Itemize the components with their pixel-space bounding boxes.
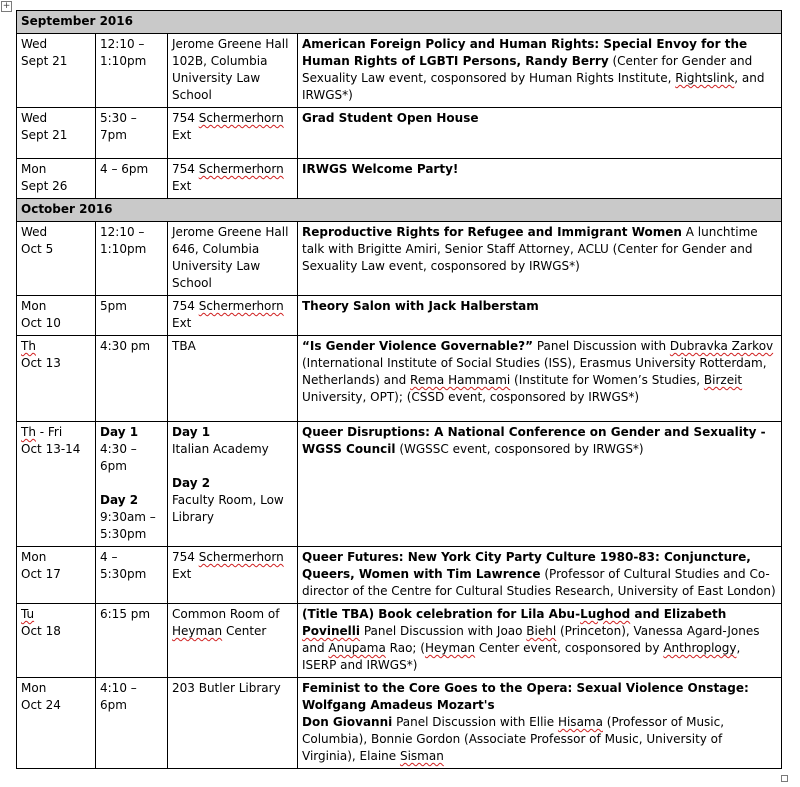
location-cell (168, 108, 298, 159)
event-date: Oct 10 (21, 316, 61, 330)
event-date: Sept 21 (21, 128, 68, 142)
date-cell (17, 296, 96, 336)
spelling-flagged-word: Dubravka Zarkov (669, 339, 774, 353)
event-detail: Panel Discussion with Joao (360, 624, 527, 638)
event-detail: (Princeton), Vanessa Agard-Jones and (302, 624, 760, 655)
time-cell: 12:10 – 1:10pm (96, 222, 168, 296)
event-cell (298, 222, 782, 296)
event-day: Wed (21, 37, 48, 51)
event-detail: Rao; ( (385, 641, 425, 655)
event-date: Oct 13-14 (21, 442, 81, 456)
table-row (17, 678, 782, 769)
event-cell (298, 604, 782, 678)
table-row (17, 604, 782, 678)
location-cell: Jerome Greene Hall 102B, Columbia University Law School (168, 34, 298, 108)
event-day: Mon (21, 162, 47, 176)
table-resize-handle[interactable] (781, 775, 788, 782)
spelling-flagged-word: Schermerhorn (198, 550, 284, 564)
time-cell: 12:10 – 1:10pm (96, 34, 168, 108)
date-cell (17, 108, 96, 159)
day-heading: Day 2 (172, 476, 211, 490)
event-title: Theory Salon with Jack Halberstam (302, 299, 539, 313)
table-row (17, 159, 782, 199)
event-detail: (WGSSC event, cosponsored by IRWGS*) (395, 442, 644, 456)
location-text: 754 (172, 550, 199, 564)
event-title: Reproductive Rights for Refugee and Immigrant Women (302, 225, 682, 239)
event-day: Th (21, 339, 36, 353)
location-text: Ext (172, 179, 192, 193)
event-detail: (International Institute of Social Studies (ISS), Erasmus University Rotterdam, Netherlands) and (302, 356, 767, 387)
event-detail: University, OPT); (CSSD event, cosponsored by IRWGS*) (302, 390, 640, 404)
spelling-flagged-word: Schermerhorn (198, 111, 284, 125)
date-cell (17, 678, 96, 769)
event-title: Feminist to the Core Goes to the Opera: Sexual Violence Onstage: Wolfgang Amadeus Mozart's (302, 681, 749, 712)
event-title: American Foreign Policy and Human Rights: Special Envoy for the Human Rights of LGBTI Persons, Randy Berry (302, 37, 748, 68)
time-cell: 4 – 5:30pm (96, 547, 168, 604)
location-text: Ext (172, 567, 192, 581)
event-day: Mon (21, 681, 47, 695)
table-row (17, 108, 782, 159)
event-cell (298, 422, 782, 547)
table-row (17, 547, 782, 604)
event-date: Oct 24 (21, 698, 61, 712)
event-day: Th (21, 425, 36, 439)
location-text: 754 (172, 162, 199, 176)
time-cell: 5:30 – 7pm (96, 108, 168, 159)
table-row (17, 336, 782, 422)
spelling-flagged-word: Povinelli (302, 624, 360, 638)
spelling-flagged-word: Rightslink (675, 71, 735, 85)
event-day: - Fri (35, 425, 63, 439)
location-text: 754 (172, 111, 199, 125)
event-title: Queer Disruptions: A National Conference on Gender and Sexuality - WGSS Council (302, 425, 766, 456)
event-date: Sept 26 (21, 179, 68, 193)
event-detail: Panel Discussion with (533, 339, 670, 353)
date-cell (17, 336, 96, 422)
time-text: 9:30am – 5:30pm (100, 510, 156, 541)
time-cell: 5pm (96, 296, 168, 336)
title-text: (Title TBA) Book celebration for Lila Abu- (302, 607, 581, 621)
event-detail: (Center for Gender and Sexuality Law event, cosponsored by Human Rights Institute, (302, 54, 753, 85)
table-row (17, 422, 782, 547)
date-cell (17, 547, 96, 604)
event-detail: Center event, cosponsored by (475, 641, 664, 655)
table-row (17, 34, 782, 108)
event-cell (298, 108, 782, 159)
event-title: IRWGS Welcome Party! (302, 162, 459, 176)
title-text: and Elizabeth (630, 607, 727, 621)
event-day: Tu (21, 607, 35, 621)
event-date: Oct 5 (21, 242, 54, 256)
location-cell: Jerome Greene Hall 646, Columbia University Law School (168, 222, 298, 296)
month-header-row (17, 199, 782, 222)
event-cell (298, 547, 782, 604)
table-row (17, 222, 782, 296)
event-title: Queer Futures: New York City Party Culture 1980-83: Conjuncture, Queers, Women with Tim Lawrence (302, 550, 751, 581)
date-cell (17, 34, 96, 108)
event-detail: (Professor of Music, Columbia), Bonnie Gordon (Associate Professor of Music, University of Virginia), Elaine (302, 715, 725, 763)
event-date: Sept 21 (21, 54, 68, 68)
event-detail: (Institute for Women’s Studies, (510, 373, 704, 387)
event-date: Oct 13 (21, 356, 61, 370)
event-detail: (Professor of Cultural Studies and Co-director of the Centre for Cultural Studies Research, University of East London) (302, 567, 776, 598)
location-text: Center (222, 624, 267, 638)
spelling-flagged-word: Anupama (328, 641, 386, 655)
location-cell: 203 Butler Library (168, 678, 298, 769)
location-cell: TBA (168, 336, 298, 422)
time-cell (96, 422, 168, 547)
spelling-flagged-word: Schermerhorn (198, 162, 284, 176)
date-cell (17, 222, 96, 296)
month-header-row (17, 11, 782, 34)
event-title: Grad Student Open House (302, 111, 479, 125)
table-move-handle[interactable]: + (2, 1, 11, 11)
spelling-flagged-word: Sisman (399, 749, 444, 763)
location-text: Common Room of (172, 607, 280, 621)
event-cell (298, 159, 782, 199)
events-calendar-table (16, 10, 782, 769)
spelling-flagged-word: Hisama (557, 715, 603, 729)
date-cell (17, 159, 96, 199)
time-cell: 4:10 – 6pm (96, 678, 168, 769)
day-heading: Day 2 (100, 493, 139, 507)
spelling-flagged-word: Biehl (526, 624, 557, 638)
event-date: Oct 18 (21, 624, 61, 638)
spelling-flagged-word: Lughod (580, 607, 631, 621)
location-text: Faculty Room, Low Library (172, 493, 284, 524)
event-day: Wed (21, 111, 48, 125)
location-text: 754 (172, 299, 199, 313)
event-date: Oct 17 (21, 567, 61, 581)
month-heading: October 2016 (17, 199, 782, 222)
event-cell (298, 678, 782, 769)
date-cell (17, 422, 96, 547)
event-day: Mon (21, 299, 47, 313)
event-day: Wed (21, 225, 48, 239)
time-cell: 4:30 pm (96, 336, 168, 422)
location-cell (168, 547, 298, 604)
spelling-flagged-word: Birzeit (703, 373, 743, 387)
location-cell (168, 159, 298, 199)
location-cell (168, 296, 298, 336)
event-cell (298, 336, 782, 422)
day-heading: Day 1 (172, 425, 211, 439)
time-text: 4:30 – 6pm (100, 442, 137, 473)
event-day: Mon (21, 550, 47, 564)
location-text: Ext (172, 128, 192, 142)
location-text: Italian Academy (172, 442, 269, 456)
date-cell (17, 604, 96, 678)
event-title: “Is Gender Violence Governable?” (302, 339, 533, 353)
location-text: Ext (172, 316, 192, 330)
event-title: Don Giovanni (302, 715, 393, 729)
time-cell: 6:15 pm (96, 604, 168, 678)
time-cell: 4 – 6pm (96, 159, 168, 199)
spelling-flagged-word: Schermerhorn (198, 299, 284, 313)
spelling-flagged-word: Rema Hammami (410, 373, 511, 387)
month-heading: September 2016 (17, 11, 782, 34)
spelling-flagged-word: Heyman (172, 624, 223, 638)
table-row (17, 296, 782, 336)
event-detail: Panel Discussion with Ellie (392, 715, 558, 729)
event-detail: , and IRWGS*) (302, 71, 765, 102)
event-detail: , ISERP and IRWGS*) (302, 641, 741, 672)
event-cell (298, 34, 782, 108)
day-heading: Day 1 (100, 425, 139, 439)
event-detail: A lunchtime talk with Brigitte Amiri, Senior Staff Attorney, ACLU (Center for Gender and Sexuality Law event, cosponsored by IRWGS*) (302, 225, 758, 273)
location-cell (168, 604, 298, 678)
spelling-flagged-word: Heyman (424, 641, 476, 655)
event-cell (298, 296, 782, 336)
spelling-flagged-word: Anthroplogy (663, 641, 737, 655)
location-cell (168, 422, 298, 547)
